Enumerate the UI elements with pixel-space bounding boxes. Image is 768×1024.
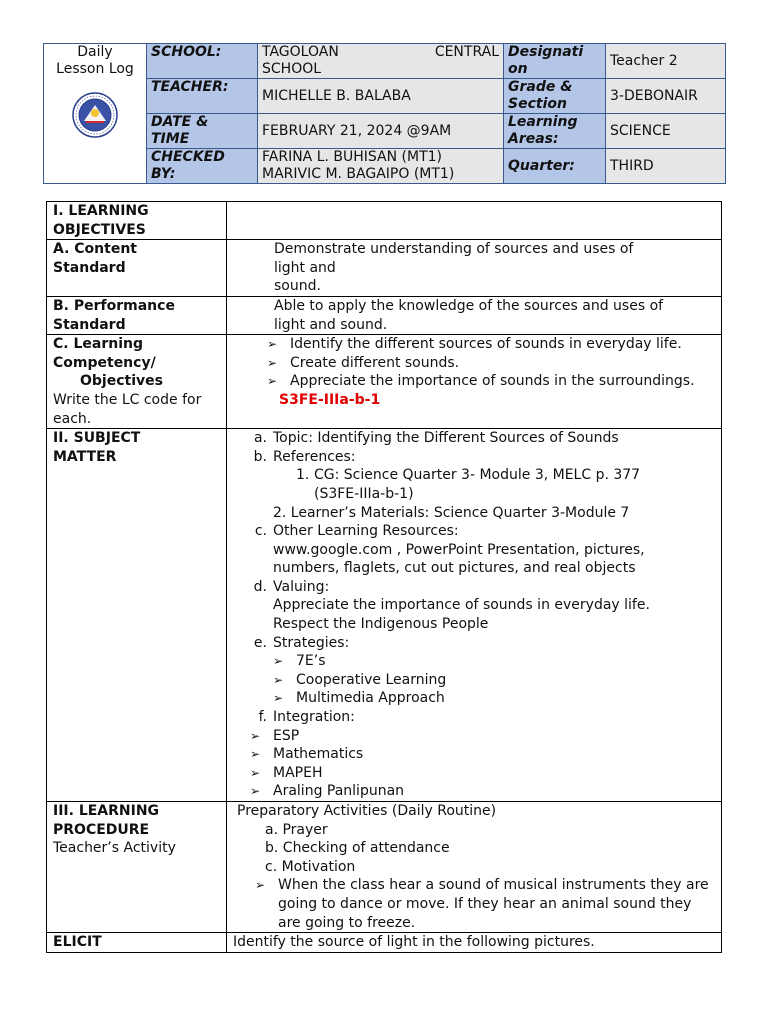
routine-item: a. Prayer — [265, 821, 328, 838]
list-item: ➢ Mathematics — [250, 746, 364, 763]
subject-matter-content — [227, 429, 722, 802]
list-item: a. Topic: Identifying the Different Sources of Sounds — [253, 430, 619, 447]
checked-value: FARINA L. BUHISAN (MT1) MARIVIC M. BAGAIPO (MT1) — [258, 149, 504, 184]
designation-value: Teacher 2 — [606, 44, 726, 79]
table-row — [47, 802, 722, 933]
competency-list — [227, 335, 722, 429]
motivation-item: ➢ When the class hear a sound of musical instruments they are going to dance or move. If they hear an animal sound they are going to freeze. — [255, 877, 709, 931]
elicit-text: Identify the source of light in the following pictures. — [227, 933, 722, 953]
arrow-bullet-icon: ➢ — [250, 765, 261, 780]
arrow-bullet-icon: ➢ — [267, 337, 278, 352]
table-row — [47, 429, 722, 802]
table-row — [47, 296, 722, 334]
content-standard-text: Demonstrate understanding of sources and uses of light and sound. — [227, 240, 722, 297]
school-value — [258, 44, 504, 79]
preparatory-heading: Preparatory Activities (Daily Routine) — [237, 803, 497, 819]
routine-item: c. Motivation — [265, 858, 356, 875]
areas-label: Learning Areas: — [504, 114, 606, 149]
list-item: b. References: 1. CG: Science Quarter 3- Module 3, MELC p. 377 (S3FE-IIIa-b-1) 2. Learner’s Materials: Science Quarter 3-Module 7 — [253, 448, 641, 521]
subject-matter-label: II. SUBJECT MATTER — [47, 429, 227, 802]
competency-label: C. Learning Competency/ Objectives Write the LC code for each. — [47, 335, 227, 429]
grade-value: 3-DEBONAIR — [606, 79, 726, 114]
list-item: ➢ Create different sounds. — [267, 354, 460, 371]
school-word-3: SCHOOL — [262, 61, 322, 77]
date-label: DATE & TIME — [147, 114, 258, 149]
arrow-bullet-icon: ➢ — [250, 784, 261, 799]
checked-label: CHECKED BY: — [147, 149, 258, 184]
lesson-plan-table — [46, 201, 722, 953]
lc-code: S3FE-IIIa-b-1 — [279, 391, 381, 408]
quarter-value: THIRD — [606, 149, 726, 184]
log-title-line1: Daily — [77, 44, 113, 60]
performance-standard-label: B. Performance Standard — [47, 296, 227, 334]
arrow-bullet-icon: ➢ — [255, 878, 266, 893]
list-item: ➢ ESP — [250, 727, 300, 744]
log-title-line2: Lesson Log — [56, 61, 134, 77]
list-item: ➢ Identify the different sources of sounds in everyday life. — [267, 336, 682, 353]
arrow-bullet-icon: ➢ — [267, 374, 278, 389]
teacher-value: MICHELLE B. BALABA — [258, 79, 504, 114]
school-word-2: CENTRAL — [434, 44, 499, 60]
areas-value: SCIENCE — [606, 114, 726, 149]
log-title-cell — [44, 44, 147, 184]
designation-label: Designati on — [504, 44, 606, 79]
list-item: c. Other Learning Resources: www.google.com , PowerPoint Presentation, pictures, numbers, flaglets, cut out pictures, and real objects — [254, 523, 645, 577]
elicit-label: ELICIT — [47, 933, 227, 953]
list-item: e. Strategies: ➢ 7E’s ➢ Cooperative Learning ➢ Multimedia Approach — [253, 634, 447, 707]
teacher-label: TEACHER: — [147, 79, 258, 114]
arrow-bullet-icon: ➢ — [267, 355, 278, 370]
table-row — [47, 240, 722, 297]
arrow-bullet-icon: ➢ — [250, 728, 261, 743]
performance-standard-text: Able to apply the knowledge of the sources and uses of light and sound. — [227, 296, 722, 334]
list-item: ➢ Appreciate the importance of sounds in the surroundings. — [267, 373, 695, 390]
arrow-bullet-icon: ➢ — [273, 654, 284, 669]
arrow-bullet-icon: ➢ — [273, 691, 284, 706]
arrow-bullet-icon: ➢ — [273, 672, 284, 687]
content-standard-label: A. Content Standard — [47, 240, 227, 297]
list-item: f. Integration: — [258, 709, 355, 726]
table-row — [47, 933, 722, 953]
table-row — [47, 202, 722, 240]
grade-label: Grade & Section — [504, 79, 606, 114]
school-word-1: TAGOLOAN — [262, 44, 339, 60]
header-table — [43, 43, 726, 184]
date-value: FEBRUARY 21, 2024 @9AM — [258, 114, 504, 149]
deped-seal-icon — [72, 92, 118, 138]
procedure-content — [227, 802, 722, 933]
list-item: d. Valuing: Appreciate the importance of sounds in everyday life. Respect the Indigenous People — [253, 578, 650, 633]
list-item: ➢ MAPEH — [250, 764, 323, 781]
routine-item: b. Checking of attendance — [265, 840, 450, 857]
school-label: SCHOOL: — [147, 44, 258, 79]
table-row — [47, 335, 722, 429]
procedure-label: III. LEARNING PROCEDURE Teacher’s Activity — [47, 802, 227, 933]
objectives-heading: I. LEARNING OBJECTIVES — [47, 202, 227, 240]
quarter-label: Quarter: — [504, 149, 606, 184]
list-item: ➢ Araling Panlipunan — [250, 783, 405, 800]
arrow-bullet-icon: ➢ — [250, 747, 261, 762]
